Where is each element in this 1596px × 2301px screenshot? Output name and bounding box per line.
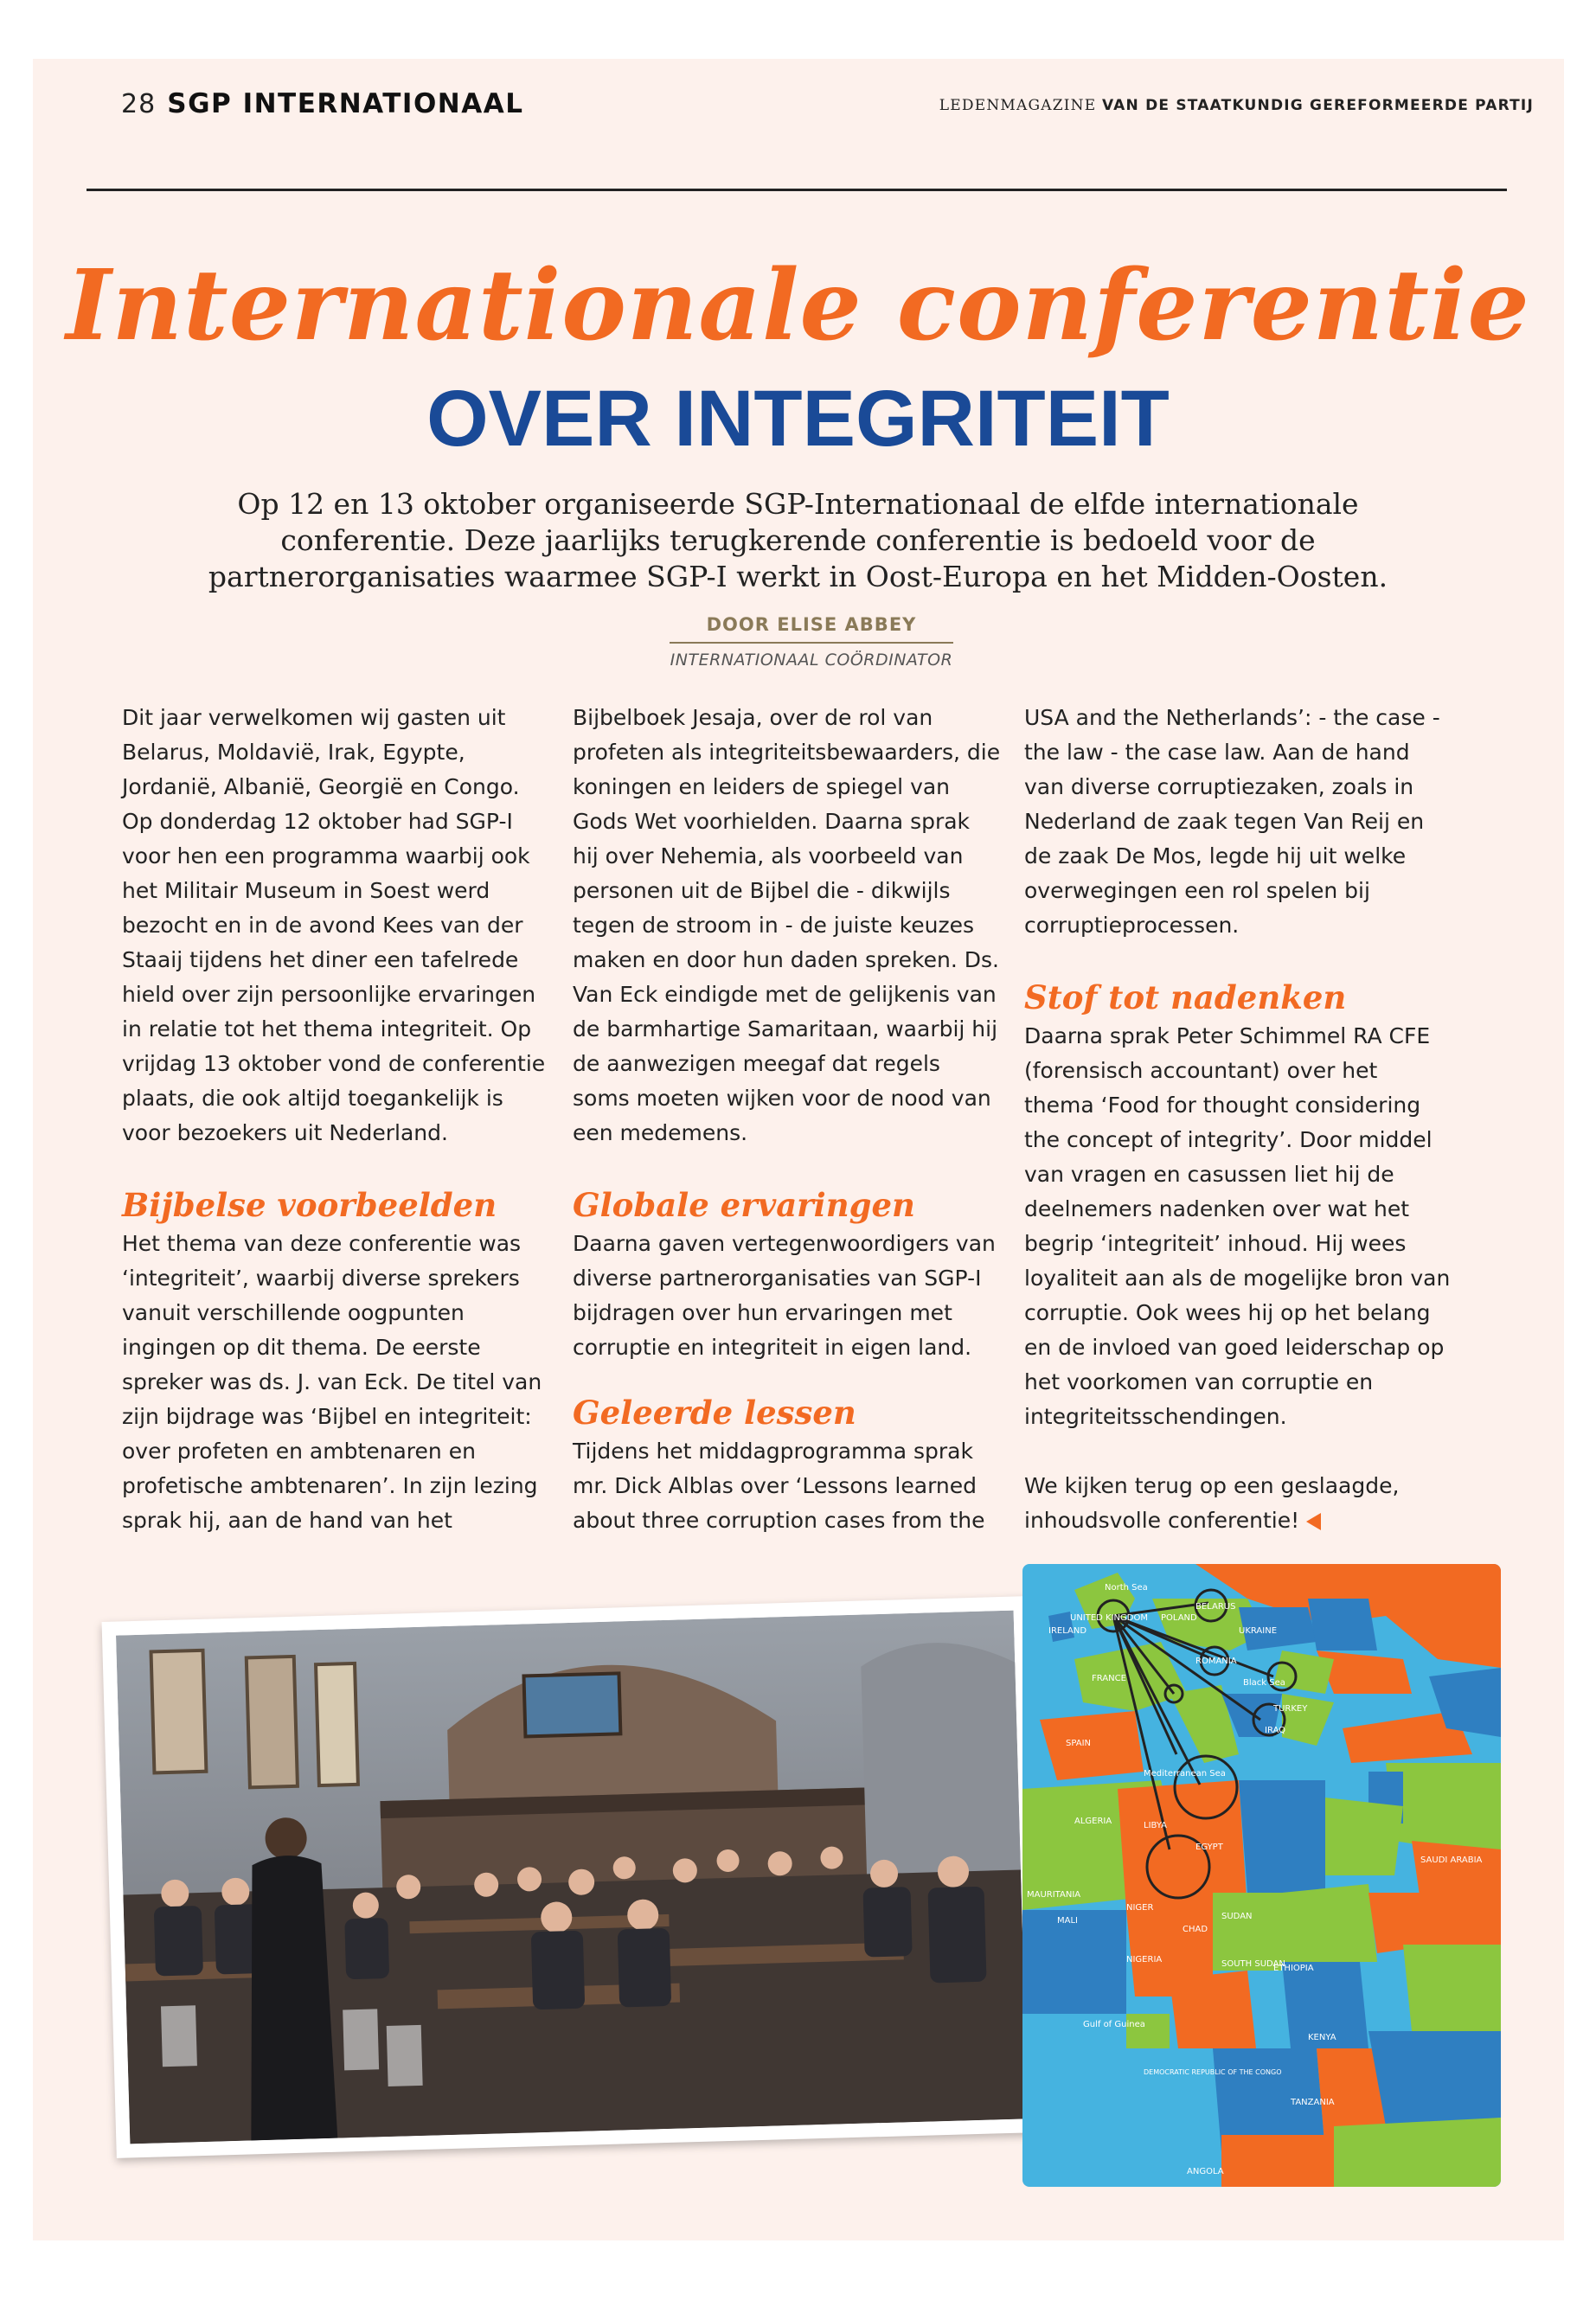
map-label: IRAQ [1265, 1726, 1286, 1735]
paragraph: Dit jaar verwelkomen wij gasten uit Belarus, Moldavië, Irak, Egypte, Jordanië, Albanië, Georgië en Congo. Op donderdag 12 oktober had SGP-I voor hen een programma waarbij ook het Militair Museum in Soest werd bezocht en in de avond Kees van der Staaij tijdens het diner een tafelrede hield over zijn persoonlijke ervaringen in relatie tot het thema integriteit. Op vrijdag 13 oktober vond de conferentie plaats, die ook altijd toegankelijk is voor bezoekers uit Nederland. [122, 705, 546, 1145]
map-label: MAURITANIA [1027, 1890, 1081, 1900]
page-number: 28 [121, 89, 157, 119]
end-mark-icon [1306, 1513, 1321, 1530]
closing-text: We kijken terug op een geslaagde, inhoudsvolle conferentie! [1024, 1473, 1400, 1533]
map-label: Black Sea [1243, 1678, 1285, 1688]
map-label: BELARUS [1195, 1602, 1236, 1612]
map-label: DEMOCRATIC REPUBLIC OF THE CONGO [1144, 2068, 1282, 2076]
map-label: UNITED KINGDOM [1070, 1613, 1148, 1623]
map-svg [1022, 1564, 1501, 2187]
map-label: SUDAN [1221, 1912, 1253, 1921]
map-label: EGYPT [1195, 1843, 1223, 1852]
map-label: Gulf of Guinea [1083, 2020, 1145, 2029]
map-label: NIGERIA [1126, 1955, 1163, 1965]
map-label: SOUTH SUDAN [1221, 1959, 1285, 1969]
header-left [121, 88, 523, 119]
paragraph: USA and the Netherlands’: - the case - the law - the case law. Aan de hand van diverse corruptiezaken, zoals in Nederland de zaak tegen Van Reij en de zaak De Mos, legde hij uit welke overwegingen een rol spelen bij corruptieprocessen. [1024, 705, 1440, 938]
conference-photo [102, 1596, 1042, 2158]
map-label: KENYA [1308, 2033, 1336, 2042]
conference-photo-illustration [116, 1611, 1028, 2144]
map-label: ALGERIA [1074, 1817, 1112, 1826]
subheading: Bijbelse voorbeelden [122, 1186, 497, 1224]
subheading: Geleerde lessen [573, 1394, 856, 1432]
paragraph-closing [1024, 1469, 1452, 1538]
magazine-prefix: LEDENMAGAZINE [939, 97, 1097, 114]
map-label: POLAND [1161, 1613, 1197, 1623]
map-label: SAUDI ARABIA [1420, 1856, 1483, 1865]
byline [670, 614, 953, 670]
magazine-name: VAN DE STAATKUNDIG GEREFORMEERDE PARTIJ [1101, 97, 1534, 114]
paragraph: Tijdens het middagprogramma sprak mr. Dick Alblas over ‘Lessons learned about three corruption cases from the [573, 1439, 985, 1533]
paragraph: Daarna sprak Peter Schimmel RA CFE (forensisch accountant) over het thema ‘Food for thought considering the concept of integrity’. Door middel van vragen en casussen liet hij de deelnemers nadenken over wat het begrip ‘integriteit’ inhoud. Hij wees loyaliteit aan als de mogelijke bron van corruptie. Ook wees hij op het belang en de invloed van goed leiderschap op het voorkomen van corruptie en integriteitsschendingen. [1024, 1023, 1451, 1429]
map-label: NIGER [1126, 1903, 1154, 1913]
author-name: DOOR ELISE ABBEY [670, 614, 953, 644]
column-3 [1024, 701, 1452, 1538]
map-label: ETHIOPIA [1273, 1964, 1314, 1973]
map-illustration [1022, 1564, 1501, 2187]
column-1 [122, 701, 550, 1538]
map-label: North Sea [1105, 1583, 1148, 1593]
subheading: Stof tot nadenken [1024, 978, 1347, 1016]
map-label: TANZANIA [1291, 2098, 1335, 2107]
column-2 [573, 701, 1001, 1538]
map-label: LIBYA [1144, 1821, 1168, 1830]
subheading: Globale ervaringen [573, 1186, 915, 1224]
map-label: SPAIN [1066, 1739, 1092, 1748]
article-title-line2: OVER INTEGRITEIT [426, 375, 1170, 463]
paragraph: Daarna gaven vertegenwoordigers van diverse partnerorganisaties van SGP-I bijdragen over hun ervaringen met corruptie en integriteit in eigen land. [573, 1231, 996, 1360]
map-label: IRELAND [1048, 1626, 1087, 1636]
header-right [939, 97, 1534, 114]
map-label: MALI [1057, 1916, 1078, 1926]
map-label: FRANCE [1092, 1674, 1126, 1683]
author-role: INTERNATIONAAL COÖRDINATOR [670, 651, 953, 670]
section-title: SGP INTERNATIONAAL [167, 88, 524, 119]
map-label: CHAD [1183, 1925, 1208, 1934]
paragraph: Het thema van deze conferentie was ‘integriteit’, waarbij diverse sprekers vanuit verschillende oogpunten ingingen op dit thema. De eerste spreker was ds. J. van Eck. De titel van zijn bijdrage was ‘Bijbel en integriteit: over profeten en ambtenaren en profetische ambtenaren’. In zijn lezing sprak hij, aan de hand van het [122, 1231, 542, 1533]
map-label: ANGOLA [1187, 2167, 1224, 2176]
map-label: ROMANIA [1195, 1657, 1237, 1666]
paragraph: Bijbelboek Jesaja, over de rol van profeten als integriteitsbewaarders, die koningen en leiders de spiegel van Gods Wet voorhielden. Daarna sprak hij over Nehemia, als voorbeeld van personen uit de Bijbel die - dikwijls tegen de stroom in - de juiste keuzes maken en door hun daden spreken. Ds. Van Eck eindigde met de gelijkenis van de barmhartige Samaritaan, waarbij hij de aanwezigen meegaf dat regels soms moeten wijken voor de nood van een medemens. [573, 705, 1001, 1145]
map-label: TURKEY [1273, 1704, 1308, 1714]
article-title-line1: Internationale conferentie [66, 249, 1530, 362]
article-intro: Op 12 en 13 oktober organiseerde SGP-Internationaal de elfde internationale conferentie. Deze jaarlijks terugkerende conferentie is bedoeld voor de partnerorganisaties waarmee SGP-I werkt in Oost-Europa en het Midden-Oosten. [208, 487, 1388, 593]
map-label: UKRAINE [1239, 1626, 1278, 1636]
map-label: Mediterranean Sea [1144, 1769, 1226, 1779]
